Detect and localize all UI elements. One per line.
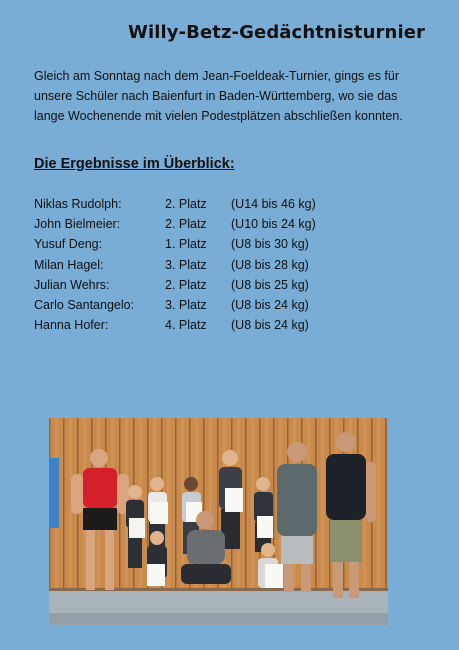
result-row <box>34 295 316 315</box>
athlete-name: Julian Wehrs: <box>34 277 110 292</box>
weight-category: (U14 bis 46 kg) <box>231 197 316 212</box>
weight-category: (U8 bis 24 kg) <box>231 318 309 333</box>
athlete-name: John Bielmeier: <box>34 217 121 232</box>
placement: 1. Platz <box>165 237 207 252</box>
result-row <box>34 275 316 295</box>
result-row <box>34 194 316 214</box>
placement: 3. Platz <box>165 257 207 272</box>
weight-category: (U8 bis 28 kg) <box>231 257 309 272</box>
athlete-name: Niklas Rudolph: <box>34 197 122 212</box>
result-row <box>34 234 316 254</box>
weight-category: (U8 bis 24 kg) <box>231 298 309 313</box>
athlete-name: Hanna Hofer: <box>34 318 109 333</box>
athlete-name: Yusuf Deng: <box>34 237 103 252</box>
page-title: Willy-Betz-Gedächtnisturnier <box>127 22 425 43</box>
intro-paragraph: Gleich am Sonntag nach dem Jean-Foeldeak-Turnier, gings es für unsere Schüler nach Baienfurt in Baden-Württemberg, wo sie das lange Wochenende mit vielen Podestplätzen abschließen konnten. <box>34 69 403 123</box>
result-row <box>34 214 316 234</box>
results-heading: Die Ergebnisse im Überblick: <box>34 156 235 172</box>
athlete-name: Carlo Santangelo: <box>34 298 135 313</box>
results-list <box>34 194 316 335</box>
placement: 2. Platz <box>165 217 207 232</box>
placement: 4. Platz <box>165 318 207 333</box>
placement: 2. Platz <box>165 197 207 212</box>
team-photo-illustration <box>49 418 388 625</box>
weight-category: (U8 bis 30 kg) <box>231 237 309 252</box>
placement: 3. Platz <box>165 298 207 313</box>
placement: 2. Platz <box>165 277 207 292</box>
weight-category: (U8 bis 25 kg) <box>231 277 309 292</box>
athlete-name: Milan Hagel: <box>34 257 104 272</box>
team-photo <box>49 418 388 625</box>
result-row <box>34 255 316 275</box>
result-row <box>34 315 316 335</box>
weight-category: (U10 bis 24 kg) <box>231 217 316 232</box>
